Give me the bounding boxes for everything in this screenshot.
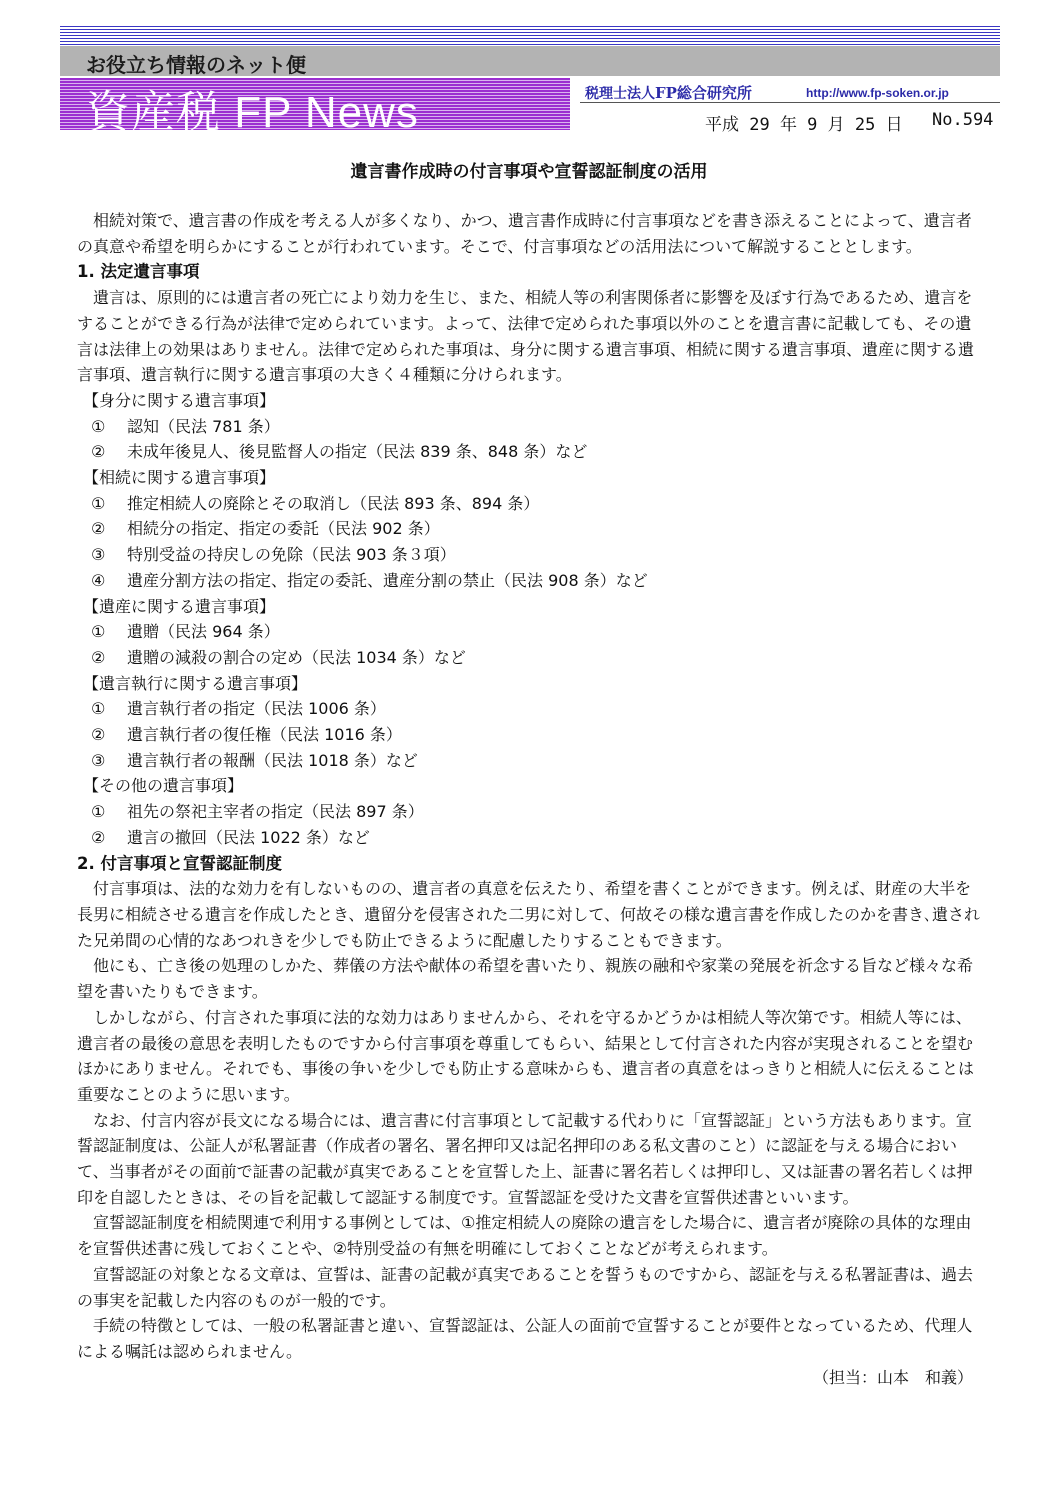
intro-paragraph: 相続対策で、遺言書の作成を考える人が多くなり、かつ、遺言書作成時に付言事項などを書き添えることによって、遺言者の真意や希望を明らかにすることが行われています。そこで、付言事項などの活用法について解説することとします。	[77, 211, 972, 256]
provision-item-text: 特別受益の持戻しの免除（民法 903 条３項）	[127, 545, 456, 565]
section2-paragraph: 宣誓認証の対象となる文章は、宣誓は、証書の記載が真実であることを誓うものですから、認証を与える私署証書は、過去の事実を記載した内容のものが一般的です。	[77, 1264, 974, 1310]
issuer	[585, 82, 752, 103]
author-credit: （担当：山本 和義）	[812, 1367, 973, 1387]
provision-item	[77, 825, 987, 851]
issuer-url[interactable]: http://www.fp-soken.or.jp	[806, 86, 949, 100]
issue-number: No.594	[932, 110, 994, 130]
provision-item-text: 遺贈の減殺の割合の定め（民法 1034 条）など	[127, 647, 466, 667]
article-body	[77, 208, 987, 1390]
provision-group-label: 【遺産に関する遺言事項】	[83, 596, 276, 616]
header-stripe	[60, 26, 1000, 46]
provision-item	[77, 748, 987, 774]
section1-paragraph: 遺言は、原則的には遺言者の死亡により効力を生じ、また、相続人等の利害関係者に影響を及ぼす行為であるため、遺言をすることができる行為が法律で定められています。よって、法律で定められた事項以外のことを遺言書に記載しても、その遺言は法律上の効果はありません。法律で定められた事項は、身分に関する遺言事項、相続に関する遺言事項、遺産に関する遺言事項、遺言執行に関する遺言事項の大きく４種類に分けられます。	[77, 288, 974, 385]
provision-item-number: ③	[91, 750, 106, 770]
provision-item-number: ②	[91, 519, 106, 539]
provision-item-number: ②	[91, 827, 106, 847]
provision-item-text: 遺言執行者の報酬（民法 1018 条）など	[127, 750, 418, 770]
provision-item-number: ②	[91, 442, 106, 462]
section1-title: 1. 法定遺言事項	[77, 262, 200, 282]
header-subtitle: お役立ち情報のネット便	[86, 53, 306, 77]
provision-item-text: 推定相続人の廃除とその取消し（民法 893 条、894 条）	[127, 493, 540, 513]
section2-paragraph: しかしながら、付言された事項に法的な効力はありませんから、それを守るかどうかは相続人等次第です。相続人等には、遺言者の最後の意思を表明したものですから付言事項を尊重してもらい、結果として付言された内容が実現されることを望むほかにありません。それでも、事後の争いを少しでも防止する意味からも、遺言者の真意をはっきりと相続人に伝えることは重要なことのように思います。	[77, 1007, 974, 1104]
section2-paragraph: 宣誓認証制度を相続関連で利用する事例としては、①推定相続人の廃除の遺言をした場合に、遺言者が廃除の具体的な理由を宣誓供述書に残しておくことや、②特別受益の有無を明確にしておくことなどが考えられます。	[77, 1213, 972, 1259]
provision-item-text: 遺言執行者の復任権（民法 1016 条）	[127, 725, 402, 745]
provision-item	[77, 439, 987, 465]
provision-item	[77, 491, 987, 517]
provision-item-text: 遺産分割方法の指定、指定の委託、遺産分割の禁止（民法 908 条）など	[127, 570, 648, 590]
provision-item-text: 認知（民法 781 条）	[127, 416, 280, 436]
provision-item-number: ①	[91, 416, 106, 436]
provision-group-label: 【その他の遺言事項】	[83, 776, 244, 796]
provision-item-text: 遺言の撤回（民法 1022 条）など	[127, 827, 370, 847]
provision-item-text: 相続分の指定、指定の委託（民法 902 条）	[127, 519, 440, 539]
provision-item-text: 遺贈（民法 964 条）	[127, 622, 280, 642]
section2-title: 2. 付言事項と宣誓認証制度	[77, 853, 282, 873]
section2-paragraph: 付言事項は、法的な効力を有しないものの、遺言者の真意を伝えたり、希望を書くことができます。例えば、財産の大半を長男に相続させる遺言を作成したとき、遺留分を侵害された二男に対して、何故その様な遺言書を作成したのかを書き､遺された兄弟間の心情的なあつれきを少しでも防止できるように配慮したりすることもできます。	[77, 879, 981, 950]
provision-item-number: ②	[91, 647, 106, 667]
provision-item-number: ①	[91, 802, 106, 822]
provision-item-number: ②	[91, 725, 106, 745]
provision-item	[77, 799, 987, 825]
section2-paragraph: なお、付言内容が長文になる場合には、遺言書に付言事項として記載する代わりに「宣誓認証」という方法もあります。宣誓認証制度は、公証人が私署証書（作成者の署名、署名押印又は記名押印のある私文書のこと）に認証を与える場合において、当事者がその面前で証書の記載が真実であることを宣誓した上、証書に署名若しくは押印し、又は証書の署名若しくは押印を自認したときは、その旨を記載して認証する制度です。宣誓認証を受けた文書を宣誓供述書といいます。	[77, 1110, 973, 1207]
provision-item-text: 未成年後見人、後見監督人の指定（民法 839 条、848 条）など	[127, 442, 588, 462]
provision-item	[77, 542, 987, 568]
header-subtitle-bar	[60, 46, 1000, 76]
header-title-banner	[60, 78, 570, 137]
provision-item-number: ④	[91, 570, 106, 590]
article-title: 遺言書作成時の付言事項や宣誓認証制度の活用	[350, 162, 708, 182]
provision-item-number: ①	[91, 493, 106, 513]
provision-item	[77, 516, 987, 542]
provision-item	[77, 696, 987, 722]
provision-group-label: 【相続に関する遺言事項】	[83, 468, 276, 488]
provision-groups	[77, 388, 987, 851]
provision-item-number: ③	[91, 545, 106, 565]
provision-group-label: 【遺言執行に関する遺言事項】	[83, 673, 308, 693]
section2-paragraph: 手続の特徴としては、一般の私署証書と違い、宣誓認証は、公証人の面前で宣誓することが要件となっているため、代理人による嘱託は認められません。	[77, 1316, 973, 1361]
section2-paragraph: 他にも、亡き後の処理のしかた、葬儀の方法や献体の希望を書いたり、親族の融和や家業の発展を祈念する旨など様々な希望を書いたりもできます。	[77, 956, 974, 1002]
provision-item	[77, 722, 987, 748]
section2-paragraphs	[77, 876, 987, 1364]
provision-item	[77, 619, 987, 645]
issuer-name: FP総合研究所	[655, 84, 752, 102]
provision-item	[77, 568, 987, 594]
provision-item-text: 祖先の祭祀主宰者の指定（民法 897 条）	[127, 802, 424, 822]
provision-item	[77, 414, 987, 440]
provision-item-number: ①	[91, 699, 106, 719]
issue-date: 平成 29 年 9 月 25 日	[705, 115, 903, 135]
issuer-prefix: 税理士法人	[585, 86, 655, 102]
newsletter-title: 資産税 FP News	[86, 88, 419, 137]
provision-item	[77, 645, 987, 671]
provision-item-number: ①	[91, 622, 106, 642]
provision-item-text: 遺言執行者の指定（民法 1006 条）	[127, 699, 386, 719]
provision-group-label: 【身分に関する遺言事項】	[83, 390, 276, 410]
header-rule	[580, 102, 1000, 103]
